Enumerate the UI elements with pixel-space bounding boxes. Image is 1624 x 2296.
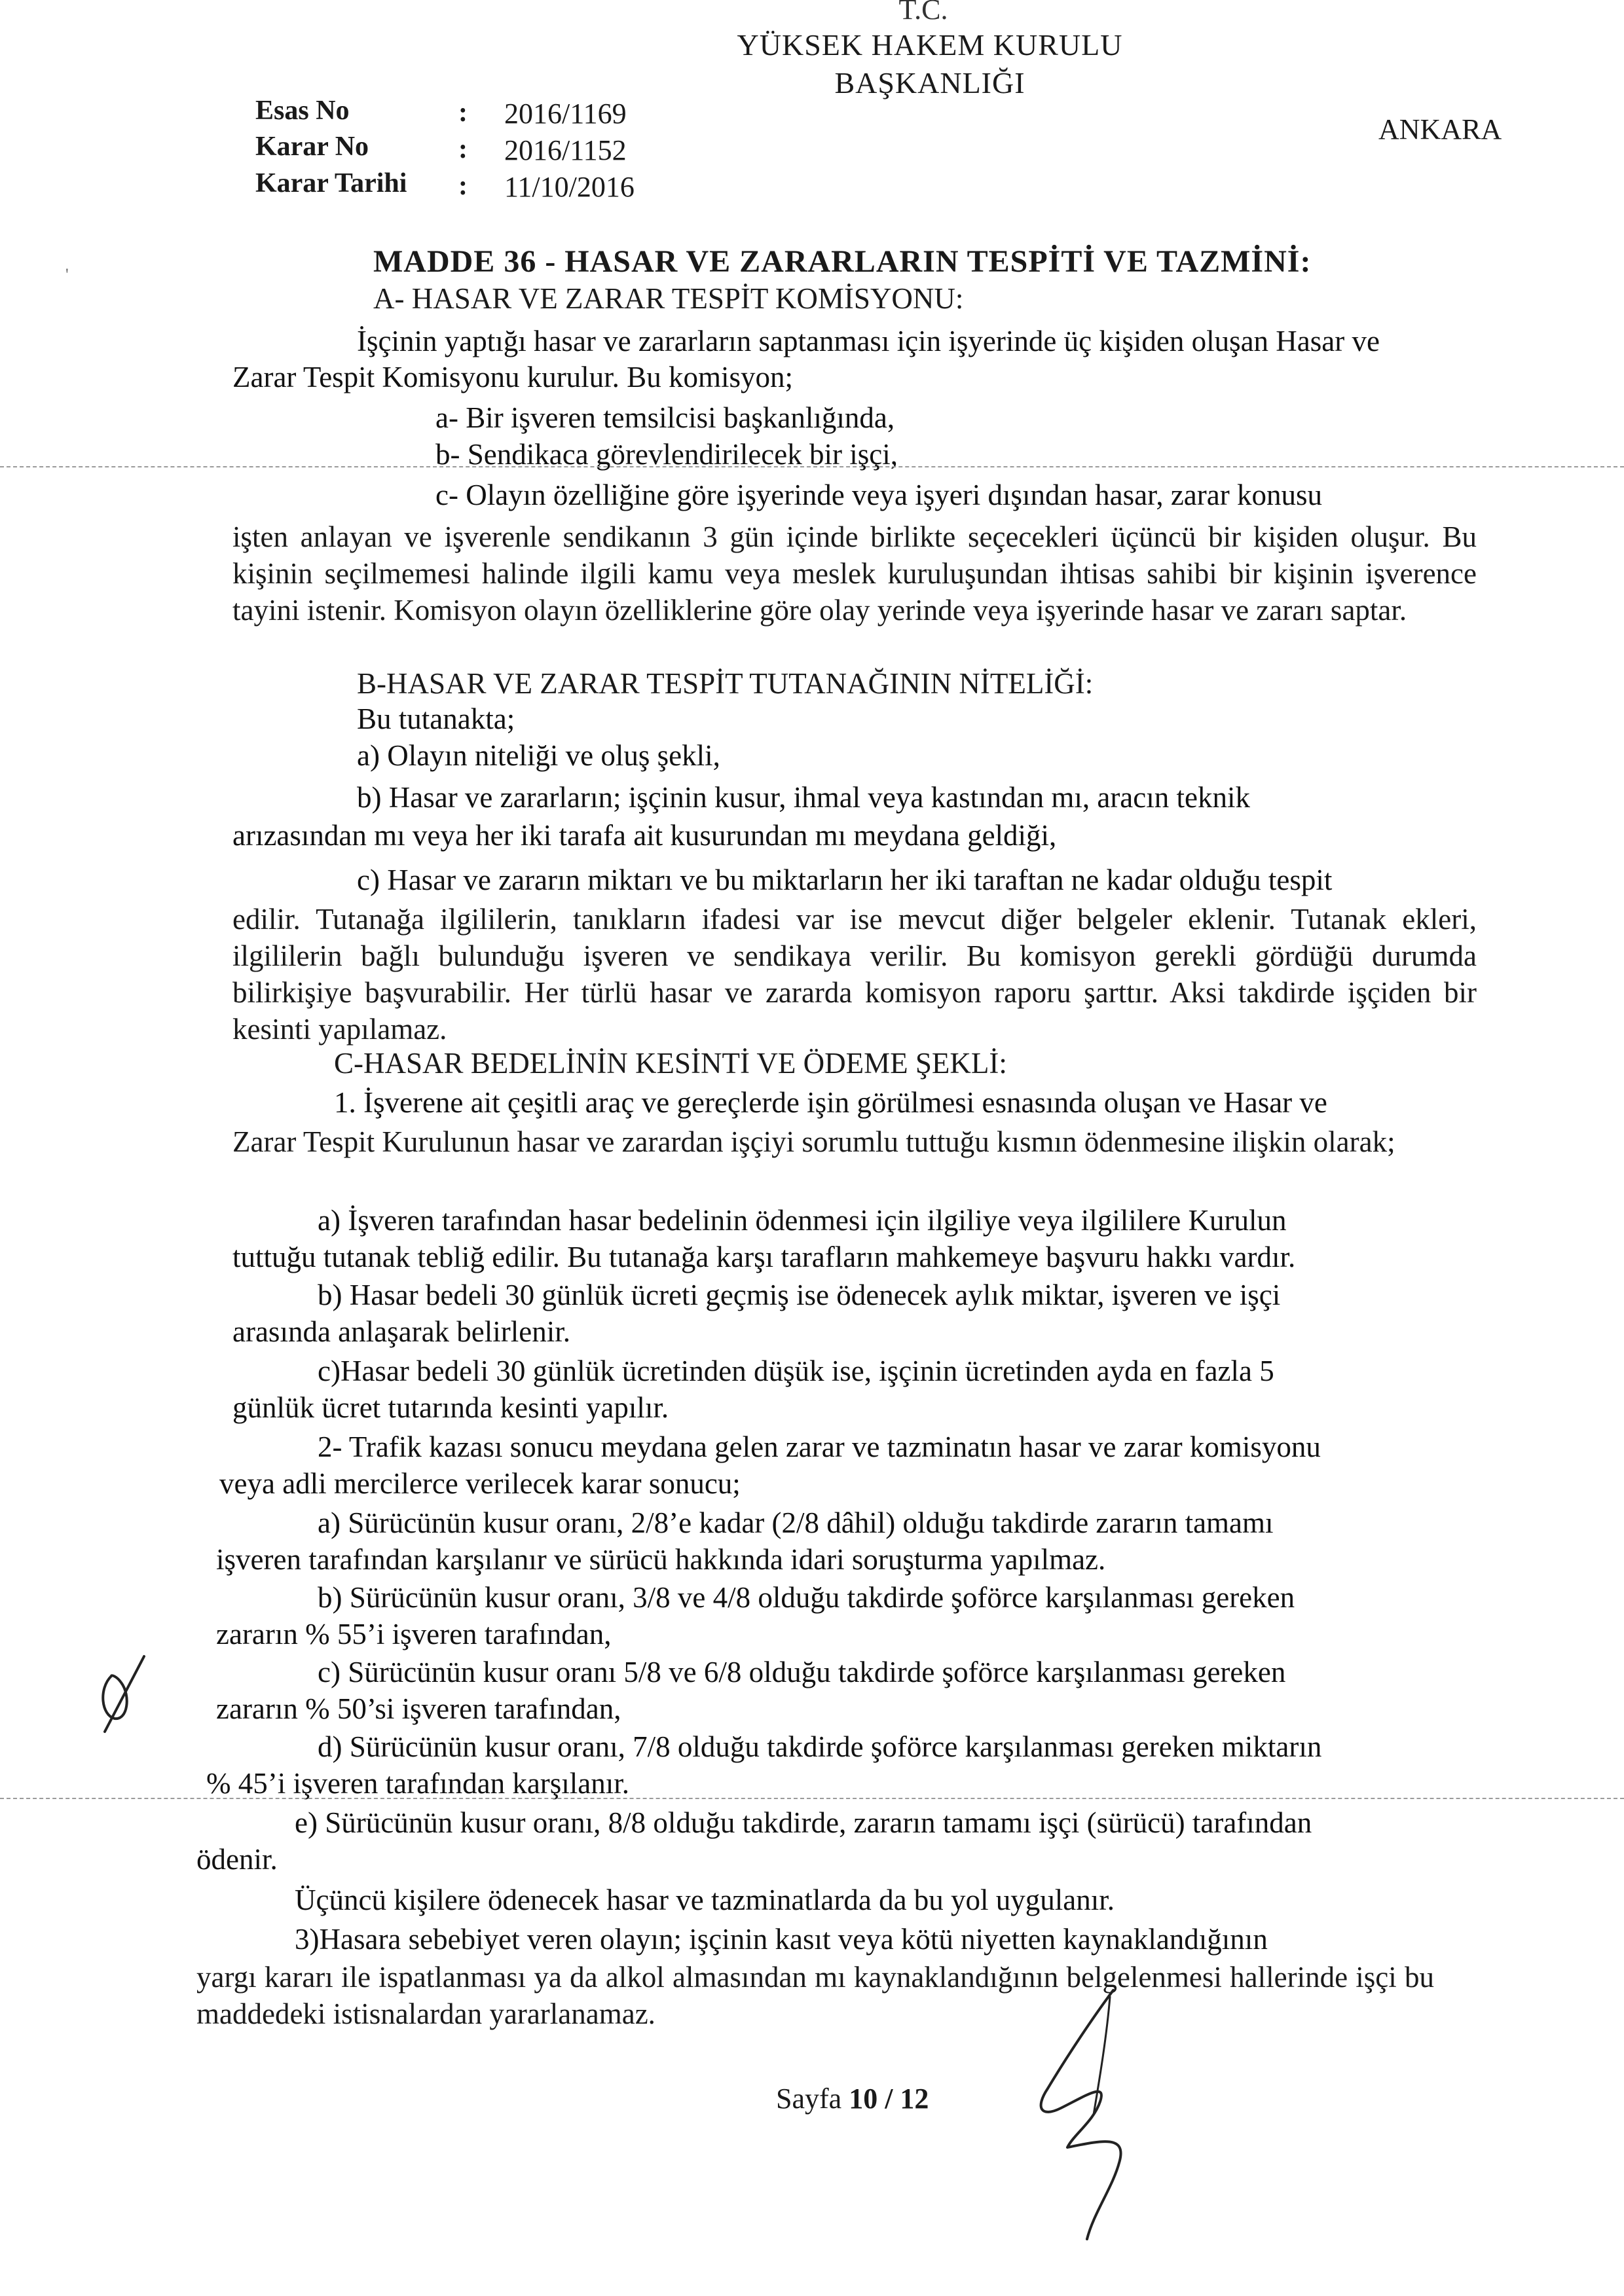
section-a-heading: A- HASAR VE ZARAR TESPİT KOMİSYONU: xyxy=(373,282,964,315)
section-c-p3-rest: yargı kararı ile ispatlanması ya da alkol almasından mı kaynaklandığının belgelenmesi hallerinde işçi bu maddedeki istisnalardan yararlanamaz. xyxy=(196,1961,1434,2030)
page-label: Sayfa xyxy=(776,2083,842,2115)
decision-date-value: 11/10/2016 xyxy=(504,171,635,203)
header-top-fragment: T.C. xyxy=(898,0,948,20)
section-b-heading: B-HASAR VE ZARAR TESPİT TUTANAĞININ NİTELİĞİ: xyxy=(357,667,1094,700)
margin-initial-mark xyxy=(85,1650,164,1741)
section-c-p1b-first: b) Hasar bedeli 30 günlük ücreti geçmiş ise ödenecek aylık miktar, işveren ve işçi xyxy=(318,1279,1281,1311)
section-c-p1-rest: Zarar Tespit Kurulunun hasar ve zarardan işçiyi sorumlu tuttuğu kısmın ödenmesine ilişkin olarak; xyxy=(232,1125,1395,1158)
article-title: MADDE 36 - HASAR VE ZARARLARIN TESPİTİ VE TAZMİNİ: xyxy=(373,244,1312,279)
section-c-p2-first: 2- Trafik kazası sonucu meydana gelen zarar ve tazminatın hasar ve zarar komisyonu xyxy=(318,1430,1321,1463)
case-number-value: 2016/1169 xyxy=(504,98,627,130)
section-c-p2c-rest: zararın % 50’si işveren tarafından, xyxy=(216,1692,621,1725)
section-c-p2-rest: veya adli mercilerce verilecek karar sonucu; xyxy=(219,1467,741,1500)
section-c-p1b-rest: arasında anlaşarak belirlenir. xyxy=(232,1315,571,1348)
section-a-intro-line1: İşçinin yaptığı hasar ve zararların saptanması için işyerinde üç kişiden oluşan Hasar ve xyxy=(357,325,1380,357)
section-c-p1c-rest: günlük ücret tutarında kesinti yapılır. xyxy=(232,1391,669,1424)
section-b-item-b-rest: arızasından mı veya her iki tarafa ait kusurundan mı meydana geldiği, xyxy=(232,819,1057,852)
case-number-colon: : xyxy=(458,98,468,128)
section-c-p1c-first: c)Hasar bedeli 30 günlük ücretinden düşük ise, işçinin ücretinden ayda en fazla 5 xyxy=(318,1355,1274,1387)
section-a-item-b: b- Sendikaca görevlendirilecek bir işçi, xyxy=(435,438,898,471)
margin-dot: ' xyxy=(65,265,69,284)
institution-name: YÜKSEK HAKEM KURULU xyxy=(737,28,1123,62)
section-c-p2d-first: d) Sürücünün kusur oranı, 7/8 olduğu takdirde şoförce karşılanması gereken miktarın xyxy=(318,1730,1322,1763)
decision-number-value: 2016/1152 xyxy=(504,134,627,166)
section-c-third-party: Üçüncü kişilere ödenecek hasar ve tazminatlarda da bu yol uygulanır. xyxy=(295,1884,1115,1916)
signature-image xyxy=(995,1977,1166,2252)
city-label: ANKARA xyxy=(1378,113,1502,145)
scan-line xyxy=(0,1798,1624,1799)
section-a-item-a: a- Bir işveren temsilcisi başkanlığında, xyxy=(435,401,895,434)
section-a-intro-line2: Zarar Tespit Komisyonu kurulur. Bu komisyon; xyxy=(232,361,793,393)
decision-date-label: Karar Tarihi xyxy=(255,168,407,198)
section-c-p3-first: 3)Hasara sebebiyet veren olayın; işçinin kasıt veya kötü niyetten kaynaklandığının xyxy=(295,1923,1268,1956)
decision-number-colon: : xyxy=(458,134,468,164)
institution-subtitle: BAŞKANLIĞI xyxy=(834,66,1025,100)
section-a-item-c-first: c- Olayın özelliğine göre işyerinde veya işyeri dışından hasar, zarar konusu xyxy=(435,479,1322,511)
decision-date-colon: : xyxy=(458,171,468,201)
section-b-item-a: a) Olayın niteliği ve oluş şekli, xyxy=(357,739,720,772)
section-c-p1a-rest: tuttuğu tutanak tebliğ edilir. Bu tutanağa karşı tarafların mahkemeye başvuru hakkı vardır. xyxy=(232,1241,1296,1273)
section-b-item-c-first: c) Hasar ve zararın miktarı ve bu miktarların her iki taraftan ne kadar olduğu tespit xyxy=(357,864,1333,896)
section-b-item-c-rest: edilir. Tutanağa ilgililerin, tanıkların ifadesi var ise mevcut diğer belgeler eklenir. Tutanak ekleri, ilgililerin bağlı bulunduğu işveren ve sendikaya verilir. Bu komisyon gerekli gördüğü durumda bilirkişiye başvurabilir. Her türlü hasar ve zararda komisyon raporu şarttır. Aksi takdirde işçiden bir kesinti yapılamaz. xyxy=(232,903,1477,1046)
scan-line xyxy=(0,466,1624,467)
section-a-item-c-rest: işten anlayan ve işverenle sendikanın 3 gün içinde birlikte seçecekleri üçüncü bir kişiden oluşur. Bu kişinin seçilmemesi halinde ilgili kamu veya meslek kuruluşundan ihtisas sahibi bir kişinin işverence tayini istenir. Komisyon olayın özelliklerine göre olay yerinde veya işyerinde hasar ve zararı saptar. xyxy=(232,520,1477,627)
section-c-p1-first: 1. İşverene ait çeşitli araç ve gereçlerde işin görülmesi esnasında oluşan ve Hasar ve xyxy=(334,1086,1327,1119)
section-c-p1a-first: a) İşveren tarafından hasar bedelinin ödenmesi için ilgiliye veya ilgililere Kurulun xyxy=(318,1204,1287,1237)
section-c-p2e-first: e) Sürücünün kusur oranı, 8/8 olduğu takdirde, zararın tamamı işçi (sürücü) tarafından xyxy=(295,1806,1312,1839)
page-current: 10 xyxy=(849,2083,878,2115)
section-b-intro: Bu tutanakta; xyxy=(357,702,515,735)
section-c-p2c-first: c) Sürücünün kusur oranı 5/8 ve 6/8 olduğu takdirde şoförce karşılanması gereken xyxy=(318,1656,1286,1688)
page-separator: / xyxy=(885,2083,893,2115)
page-number xyxy=(776,2082,929,2115)
section-c-p2a-rest: işveren tarafından karşılanır ve sürücü hakkında idari soruşturma yapılmaz. xyxy=(216,1543,1106,1576)
section-c-p2b-first: b) Sürücünün kusur oranı, 3/8 ve 4/8 olduğu takdirde şoförce karşılanması gereken xyxy=(318,1581,1295,1614)
section-c-p2e-rest: ödenir. xyxy=(196,1843,278,1876)
section-c-p2d-rest: % 45’i işveren tarafından karşılanır. xyxy=(206,1767,630,1800)
section-c-heading: C-HASAR BEDELİNİN KESİNTİ VE ÖDEME ŞEKLİ: xyxy=(334,1047,1007,1080)
case-number-label: Esas No xyxy=(255,96,350,126)
section-c-p2b-rest: zararın % 55’i işveren tarafından, xyxy=(216,1618,612,1650)
decision-number-label: Karar No xyxy=(255,132,369,162)
section-b-item-b-first: b) Hasar ve zararların; işçinin kusur, ihmal veya kastından mı, aracın teknik xyxy=(357,781,1250,814)
page-total: 12 xyxy=(900,2083,929,2115)
section-c-p2a-first: a) Sürücünün kusur oranı, 2/8’e kadar (2/8 dâhil) olduğu takdirde zararın tamamı xyxy=(318,1506,1274,1539)
